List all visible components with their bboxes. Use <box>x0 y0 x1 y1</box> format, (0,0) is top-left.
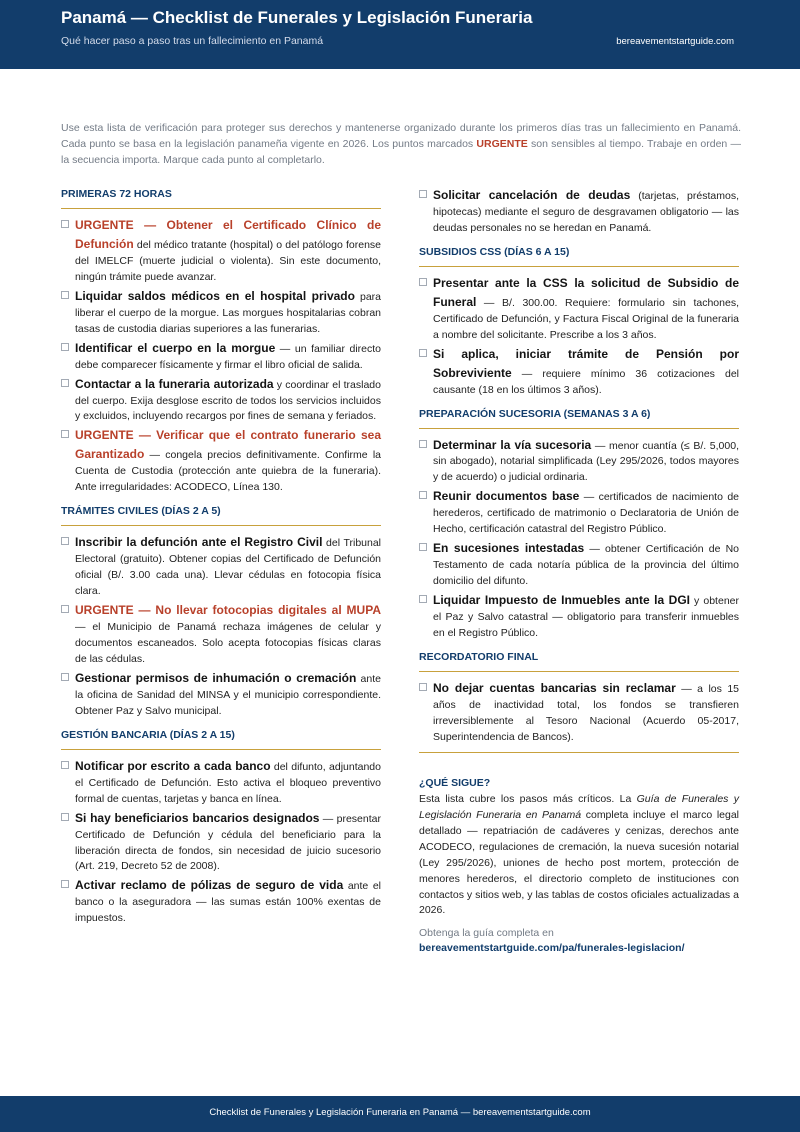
intro-urgent-word: URGENTE <box>476 137 528 150</box>
checkbox[interactable] <box>61 379 69 387</box>
section-gestion-bancaria-continued <box>419 186 739 237</box>
checklist-item <box>61 533 381 600</box>
item-lead: Presentar ante la CSS la solicitud de Subsidio de Funeral <box>433 275 739 309</box>
section-primeras-72-horas <box>61 186 381 496</box>
section-title: PRIMERAS 72 HORAS <box>61 186 381 209</box>
right-column <box>419 186 739 954</box>
section-title: TRÁMITES CIVILES (DÍAS 2 A 5) <box>61 503 381 526</box>
item-lead: Solicitar cancelación de deudas <box>433 188 631 202</box>
checklist-item <box>419 436 739 487</box>
item-text: — congela precios definitivamente. Confirme la Cuenta de Custodia (protección ante quiebra de la funeraria). Ante irregularidades: ACODECO, Línea 130. <box>75 449 381 494</box>
item-text: y coordinar el traslado del cuerpo. Exija desglose escrito de todos los servicios incluidos y excluidos, incluyendo recargos por fines de semana y feriados. <box>75 378 381 423</box>
checkbox[interactable] <box>61 880 69 888</box>
item-text: — el Municipio de Panamá rechaza imágenes de celular y documentos escaneados. Solo acepta fotocopias físicas claras de las cédulas. <box>75 621 381 665</box>
checklist-item <box>61 216 381 286</box>
item-lead: URGENTE — No llevar fotocopias digitales al MUPA <box>75 603 381 618</box>
next-body-after: completa incluye el marco legal detallado — repatriación de cadáveres y cenizas, derechos ante ACODECO, regulaciones de cremación, la nueva sucesión notarial (Ley 295/2026), uniones de hecho post mortem, protección de menores herederos, el directorio completo de instituciones con contactos y sitios web, y las tablas de costos oficiales actualizadas a 2026. <box>419 808 740 917</box>
header-site-link[interactable]: bereavementstartguide.com <box>616 36 734 47</box>
item-lead: Gestionar permisos de inhumación o cremación <box>75 670 357 685</box>
item-text: ante el banco o la aseguradora — las sumas están 100% exentas de impuestos. <box>75 880 381 925</box>
item-lead: Si hay beneficiarios bancarios designados <box>75 810 320 825</box>
left-column <box>61 186 381 934</box>
item-lead: Inscribir la defunción ante el Registro Civil <box>75 535 323 550</box>
next-get-text: Obtenga la guía completa en <box>419 927 554 940</box>
item-lead: URGENTE — Obtener el Certificado Clínico de Defunción <box>75 218 381 251</box>
checkbox[interactable] <box>61 430 69 438</box>
checklist-item <box>419 186 739 237</box>
item-lead: Si aplica, iniciar trámite de Pensión por Sobreviviente <box>433 346 739 380</box>
checkbox[interactable] <box>419 683 427 691</box>
item-text: — obtener Certificación de No Testamento de cada notaría pública de la provincia del último domicilio del difunto. <box>433 543 739 588</box>
next-body-before: Esta lista cubre los pasos más críticos. La <box>419 792 637 805</box>
checkbox[interactable] <box>61 220 69 228</box>
item-text: — certificados de nacimiento de herederos, certificado de matrimonio o Declaratoria de Unión de Hecho, certificación catastral del Registro Público. <box>433 491 739 536</box>
checkbox[interactable] <box>419 491 427 499</box>
item-text: ante la oficina de Sanidad del MINSA y el municipio correspondiente. Obtener Paz y Salvo municipal. <box>75 672 381 717</box>
item-text: — un familiar directo debe comparecer físicamente y firmar el libro oficial de salida. <box>75 342 382 371</box>
section-tramites-civiles <box>61 503 381 719</box>
item-text: — a los 15 años de inactividad total, los fondos se transfieren irreversiblemente al Tesoro Nacional (Acuerdo 05-2017, Superintendencia de Bancos). <box>433 682 739 743</box>
checkbox[interactable] <box>61 605 69 613</box>
section-preparacion-sucesoria <box>419 406 739 642</box>
checkbox[interactable] <box>61 761 69 769</box>
checkbox[interactable] <box>419 440 427 448</box>
item-text: — menor cuantía (≤ B/. 5,000, sin abogado), notarial simplificada (Ley 295/2026, todos mayores y de acuerdo) o judicial ordinaria. <box>433 439 739 484</box>
item-text: y obtener el Paz y Salvo catastral — obligatorio para transferir inmuebles en el Registro Público. <box>433 595 739 640</box>
checkbox[interactable] <box>419 278 427 286</box>
checklist-item <box>61 757 381 808</box>
item-lead: Liquidar saldos médicos en el hospital privado <box>75 288 355 303</box>
checklist-item <box>419 591 739 642</box>
guide-url-link[interactable]: bereavementstartguide.com/pa/funerales-legislacion/ <box>419 942 685 955</box>
checkbox[interactable] <box>419 349 427 357</box>
checkbox[interactable] <box>61 343 69 351</box>
checklist-item <box>61 426 381 496</box>
item-text: — presentar Certificado de Defunción y cédula del beneficiario para la liberación directa de fondos, sin necesidad de juicio sucesorio (Art. 219, Decreto 52 de 2008). <box>75 812 381 873</box>
item-text: para liberar el cuerpo de la morgue. Las morgues hospitalarias cobran tasas de custodia diarias superiores a las funerarias. <box>75 290 381 335</box>
item-lead: Contactar a la funeraria autorizada <box>75 376 274 391</box>
checkbox[interactable] <box>419 190 427 198</box>
divider <box>419 752 739 753</box>
page-title: Panamá — Checklist de Funerales y Legislación Funeraria <box>61 8 533 27</box>
item-lead: URGENTE — Verificar que el contrato funerario sea Garantizado <box>75 428 381 462</box>
item-lead: En sucesiones intestadas <box>433 541 585 556</box>
checklist-item <box>419 679 739 746</box>
checklist-item <box>61 601 381 668</box>
item-text: del médico tratante (hospital) o del patólogo forense del IMELCF (muerte judicial o violenta). Sin este documento, ningún trámite puede avanzar. <box>75 238 381 283</box>
section-subsidios-css <box>419 244 739 399</box>
item-text: del difunto, adjuntando el Certificado de Defunción. Esto activa el bloqueo preventivo formal de cuentas, tarjetas y banca en línea. <box>75 760 381 805</box>
checklist-item <box>419 487 739 538</box>
next-steps-title: ¿QUÉ SIGUE? <box>419 776 491 789</box>
checkbox[interactable] <box>419 595 427 603</box>
checklist-item <box>61 287 381 338</box>
item-text: — requiere mínimo 36 cotizaciones del causante (18 en los últimos 3 años). <box>433 367 739 396</box>
guide-title: Guía de Funerales y Legislación Funeraria en Panamá <box>419 792 739 821</box>
next-steps-box <box>419 777 739 955</box>
section-recordatorio-final <box>419 649 739 753</box>
checkbox[interactable] <box>61 291 69 299</box>
intro-text-after: son sensibles al tiempo. Trabaje en orden — la secuencia importa. Marque cada punto al completarlo. <box>61 137 741 166</box>
checklist-item <box>419 539 739 590</box>
section-title: PREPARACIÓN SUCESORIA (SEMANAS 3 A 6) <box>419 406 739 429</box>
checklist-item <box>419 345 739 399</box>
checklist-item <box>419 274 739 344</box>
section-title: GESTIÓN BANCARIA (DÍAS 2 A 15) <box>61 727 381 750</box>
page-header <box>0 0 800 69</box>
checkbox[interactable] <box>419 543 427 551</box>
page-subtitle: Qué hacer paso a paso tras un fallecimiento en Panamá <box>61 35 324 47</box>
intro-paragraph <box>61 121 741 169</box>
item-lead: Notificar por escrito a cada banco <box>75 758 271 773</box>
checklist-item <box>61 809 381 876</box>
intro-text-before: Use esta lista de verificación para proteger sus derechos y mantenerse organizado durante los primeros días tras un fallecimiento en Panamá. Cada punto se basa en la legislación panameña vigente en 2026. Los puntos marcados <box>61 122 741 150</box>
item-lead: Determinar la vía sucesoria <box>433 437 592 452</box>
item-text: del Tribunal Electoral (gratuito). Obtener copias del Certificado de Defunción oficial (B/. 3.00 cada una). Llevar cédulas en fotocopia física clara. <box>75 537 382 598</box>
checklist-item <box>61 339 381 374</box>
checkbox[interactable] <box>61 813 69 821</box>
item-lead: Reunir documentos base <box>433 489 580 504</box>
section-title: SUBSIDIOS CSS (DÍAS 6 A 15) <box>419 244 739 267</box>
checkbox[interactable] <box>61 537 69 545</box>
page-footer <box>0 1096 800 1132</box>
item-text: (tarjetas, préstamos, hipotecas) mediante el seguro de desgravamen obligatorio — las deudas personales no se heredan en Panamá. <box>433 190 739 234</box>
item-lead: Liquidar Impuesto de Inmuebles ante la DGI <box>433 593 690 608</box>
checklist-item <box>61 375 381 426</box>
checklist-item <box>61 669 381 720</box>
item-lead: No dejar cuentas bancarias sin reclamar <box>433 680 676 695</box>
section-gestion-bancaria <box>61 727 381 928</box>
checklist-item <box>61 876 381 927</box>
item-lead: Activar reclamo de pólizas de seguro de vida <box>75 878 344 893</box>
footer-text: Checklist de Funerales y Legislación Funeraria en Panamá — bereavementstartguide.com <box>209 1107 591 1118</box>
checkbox[interactable] <box>61 673 69 681</box>
item-text: — B/. 300.00. Requiere: formulario sin tachones, Certificado de Defunción, y Factura Fiscal Original de la funeraria a nombre del solicitante. Prescribe a los 3 años. <box>433 296 739 341</box>
next-steps-body <box>419 792 739 920</box>
item-lead: Identificar el cuerpo en la morgue <box>75 340 276 355</box>
section-title: RECORDATORIO FINAL <box>419 649 739 672</box>
